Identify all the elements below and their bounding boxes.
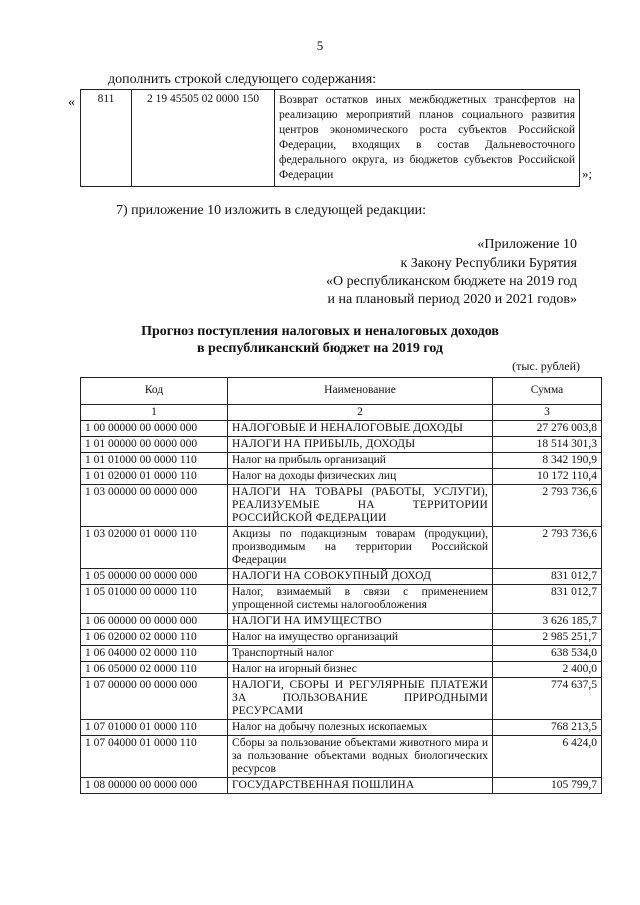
row-code: 1 06 05000 02 0000 110 (81, 662, 228, 678)
appendix-line-3: «О республиканском бюджете на 2019 год (326, 274, 577, 289)
table-row (81, 585, 602, 614)
row-code: 1 01 01000 00 0000 110 (81, 453, 228, 469)
insert-row (81, 90, 580, 187)
table-row (81, 736, 602, 778)
row-sum: 2 400,0 (493, 662, 602, 678)
table-title-line-1: Прогноз поступления налоговых и неналоговых доходов (141, 324, 499, 339)
header-code: Код (81, 378, 228, 405)
row-code: 1 05 00000 00 0000 000 (81, 569, 228, 585)
row-sum: 105 799,7 (493, 778, 602, 794)
col-number-1: 1 (81, 405, 228, 421)
insert-close-quote: »; (582, 166, 593, 181)
row-sum: 2 985 251,7 (493, 630, 602, 646)
row-code: 1 03 00000 00 0000 000 (81, 485, 228, 527)
row-sum: 10 172 110,4 (493, 469, 602, 485)
insert-row-table (80, 89, 580, 187)
row-name: Налог на игорный бизнес (228, 662, 493, 678)
row-code: 1 08 00000 00 0000 000 (81, 778, 228, 794)
row-name: НАЛОГИ НА ИМУЩЕСТВО (228, 614, 493, 630)
row-name: Налог на имущество организаций (228, 630, 493, 646)
table-row (81, 527, 602, 569)
row-name: Акцизы по подакцизным товарам (продукции), производимым на территории Российской Федерации (228, 527, 493, 569)
row-sum: 831 012,7 (493, 569, 602, 585)
row-code: 1 03 02000 01 0000 110 (81, 527, 228, 569)
row-sum: 774 637,5 (493, 678, 602, 720)
row-name: НАЛОГИ НА СОВОКУПНЫЙ ДОХОД (228, 569, 493, 585)
row-sum: 27 276 003,8 (493, 421, 602, 437)
row-name: Транспортный налог (228, 646, 493, 662)
row-code: 1 07 04000 01 0000 110 (81, 736, 228, 778)
item-7-text: 7) приложение 10 изложить в следующей редакции: (116, 203, 426, 218)
page-number: 5 (316, 38, 324, 53)
row-name: ГОСУДАРСТВЕННАЯ ПОШЛИНА (228, 778, 493, 794)
row-sum: 6 424,0 (493, 736, 602, 778)
revenue-table (80, 377, 602, 794)
table-row (81, 485, 602, 527)
appendix-line-1: «Приложение 10 (477, 237, 577, 252)
table-title-line-2: в республиканский бюджет на 2019 год (196, 341, 444, 356)
row-name: Налог на прибыль организаций (228, 453, 493, 469)
row-code: 1 00 00000 00 0000 000 (81, 421, 228, 437)
row-code: 1 06 02000 02 0000 110 (81, 630, 228, 646)
header-sum: Сумма (493, 378, 602, 405)
table-row (81, 778, 602, 794)
appendix-line-4: и на плановый период 2020 и 2021 годов» (327, 292, 577, 307)
row-name: НАЛОГИ НА ТОВАРЫ (РАБОТЫ, УСЛУГИ), РЕАЛИЗУЕМЫЕ НА ТЕРРИТОРИИ РОССИЙСКОЙ ФЕДЕРАЦИИ (228, 485, 493, 527)
row-code: 1 07 00000 00 0000 000 (81, 678, 228, 720)
row-code: 1 01 00000 00 0000 000 (81, 437, 228, 453)
table-row (81, 720, 602, 736)
table-row (81, 662, 602, 678)
header-name: Наименование (228, 378, 493, 405)
col-number-3: 3 (493, 405, 602, 421)
table-header-row (81, 378, 602, 405)
row-sum: 8 342 190,9 (493, 453, 602, 469)
row-name: Сборы за пользование объектами животного мира и за пользование объектами водных биологических ресурсов (228, 736, 493, 778)
table-row (81, 646, 602, 662)
column-number-row (81, 405, 602, 421)
insert-description: Возврат остатков иных межбюджетных трансфертов на реализацию мероприятий планов социального развития центров экономического роста субъектов Российской Федерации, входящих в состав Дальневосточного федерального округа, из бюджетов субъектов Российской Федерации (275, 90, 580, 187)
row-code: 1 01 02000 01 0000 110 (81, 469, 228, 485)
table-row (81, 569, 602, 585)
row-sum: 768 213,5 (493, 720, 602, 736)
intro-text: дополнить строкой следующего содержания: (108, 72, 377, 87)
row-name: НАЛОГИ, СБОРЫ И РЕГУЛЯРНЫЕ ПЛАТЕЖИ ЗА ПОЛЬЗОВАНИЕ ПРИРОДНЫМИ РЕСУРСАМИ (228, 678, 493, 720)
row-code: 1 07 01000 01 0000 110 (81, 720, 228, 736)
col-number-2: 2 (228, 405, 493, 421)
table-row (81, 453, 602, 469)
row-name: НАЛОГИ НА ПРИБЫЛЬ, ДОХОДЫ (228, 437, 493, 453)
table-row (81, 614, 602, 630)
insert-code: 811 (81, 90, 132, 187)
row-code: 1 06 04000 02 0000 110 (81, 646, 228, 662)
table-row (81, 678, 602, 720)
row-name: Налог, взимаемый в связи с применением упрощенной системы налогообложения (228, 585, 493, 614)
row-name: Налог на доходы физических лиц (228, 469, 493, 485)
table-row (81, 469, 602, 485)
table-row (81, 421, 602, 437)
row-sum: 2 793 736,6 (493, 485, 602, 527)
row-sum: 831 012,7 (493, 585, 602, 614)
row-name: Налог на добычу полезных ископаемых (228, 720, 493, 736)
table-row (81, 630, 602, 646)
row-sum: 638 534,0 (493, 646, 602, 662)
row-sum: 2 793 736,6 (493, 527, 602, 569)
table-row (81, 437, 602, 453)
row-sum: 3 626 185,7 (493, 614, 602, 630)
row-sum: 18 514 301,3 (493, 437, 602, 453)
row-code: 1 06 00000 00 0000 000 (81, 614, 228, 630)
appendix-line-2: к Закону Республики Бурятия (400, 256, 577, 271)
row-code: 1 05 01000 00 0000 110 (81, 585, 228, 614)
row-name: НАЛОГОВЫЕ И НЕНАЛОГОВЫЕ ДОХОДЫ (228, 421, 493, 437)
insert-kbk: 2 19 45505 02 0000 150 (132, 90, 275, 187)
units-label: (тыс. рублей) (512, 359, 580, 373)
insert-open-quote: « (68, 95, 75, 110)
